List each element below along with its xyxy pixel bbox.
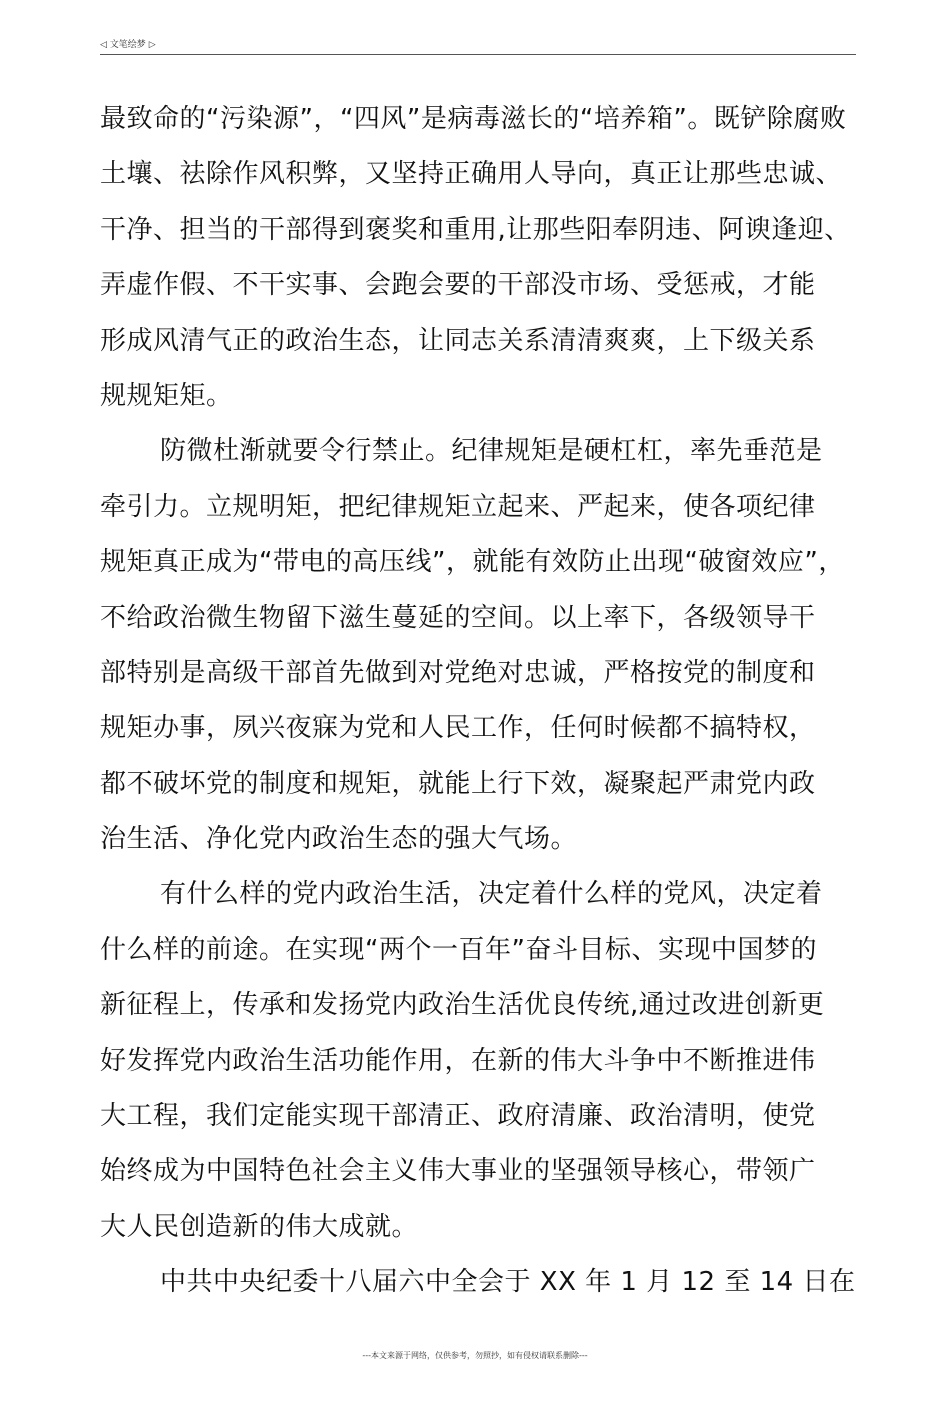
text-line: 弄虚作假、不干实事、会跑会要的干部没市场、受惩戒，才能 <box>100 270 816 301</box>
document-body <box>100 92 860 1311</box>
text-line: 大工程，我们定能实现干部清正、政府清廉、政治清明，使党 <box>100 1101 816 1132</box>
text-line: 规矩真正成为“带电的高压线”，就能有效防止出现“破窗效应”， <box>100 547 845 578</box>
page-header <box>100 38 856 55</box>
text-line: 治生活、净化党内政治生态的强大气场。 <box>100 824 578 855</box>
header-label: 文笔绘梦 <box>109 40 146 50</box>
text-line: 最致命的“污染源”，“四风”是病毒滋长的“培养箱”。既铲除腐败 <box>100 104 847 134</box>
text-line: 新征程上，传承和发扬党内政治生活优良传统,通过改进创新更 <box>100 990 825 1021</box>
left-triangle-icon: ◁ <box>100 40 107 50</box>
text-line: 形成风清气正的政治生态，让同志关系清清爽爽，上下级关系 <box>100 325 816 356</box>
text-line: 土壤、祛除作风积弊，又坚持正确用人导向，真正让那些忠诚、 <box>100 159 843 190</box>
text-line: 什么样的前途。在实现“两个一百年”奋斗目标、实现中国梦的 <box>100 934 817 965</box>
text-line: 不给政治微生物留下滋生蔓延的空间。以上率下，各级领导干 <box>100 602 816 633</box>
paragraph-first-line: 防微杜渐就要令行禁止。纪律规矩是硬杠杠，率先垂范是 <box>160 436 823 467</box>
text-line: 始终成为中国特色社会主义伟大事业的坚强领导核心，带领广 <box>100 1156 816 1187</box>
right-triangle-icon: ▷ <box>148 40 156 50</box>
text-line: 规矩办事，夙兴夜寐为党和人民工作，任何时候都不搞特权， <box>100 713 816 744</box>
text-line: 都不破坏党的制度和规矩，就能上行下效，凝聚起严肃党内政 <box>100 768 816 799</box>
page-footer: ---本文来源于网络，仅供参考，勿照抄，如有侵权请联系删除--- <box>362 1351 588 1360</box>
text-line: 牵引力。立规明矩，把纪律规矩立起来、严起来，使各项纪律 <box>100 491 816 522</box>
text-line: 规规矩矩。 <box>100 380 233 411</box>
paragraph-first-line: 有什么样的党内政治生活，决定着什么样的党风，决定着 <box>160 879 823 910</box>
text-line: 好发挥党内政治生活功能作用，在新的伟大斗争中不断推进伟 <box>100 1045 816 1076</box>
text-line: 部特别是高级干部首先做到对党绝对忠诚，严格按党的制度和 <box>100 657 816 688</box>
text-line: 大人民创造新的伟大成就。 <box>100 1211 419 1242</box>
paragraph-first-line: 中共中央纪委十八届六中全会于 XX 年 1 月 12 至 14 日在 <box>160 1267 856 1298</box>
text-line: 干净、担当的干部得到褒奖和重用,让那些阳奉阴违、阿谀逢迎、 <box>100 214 851 245</box>
